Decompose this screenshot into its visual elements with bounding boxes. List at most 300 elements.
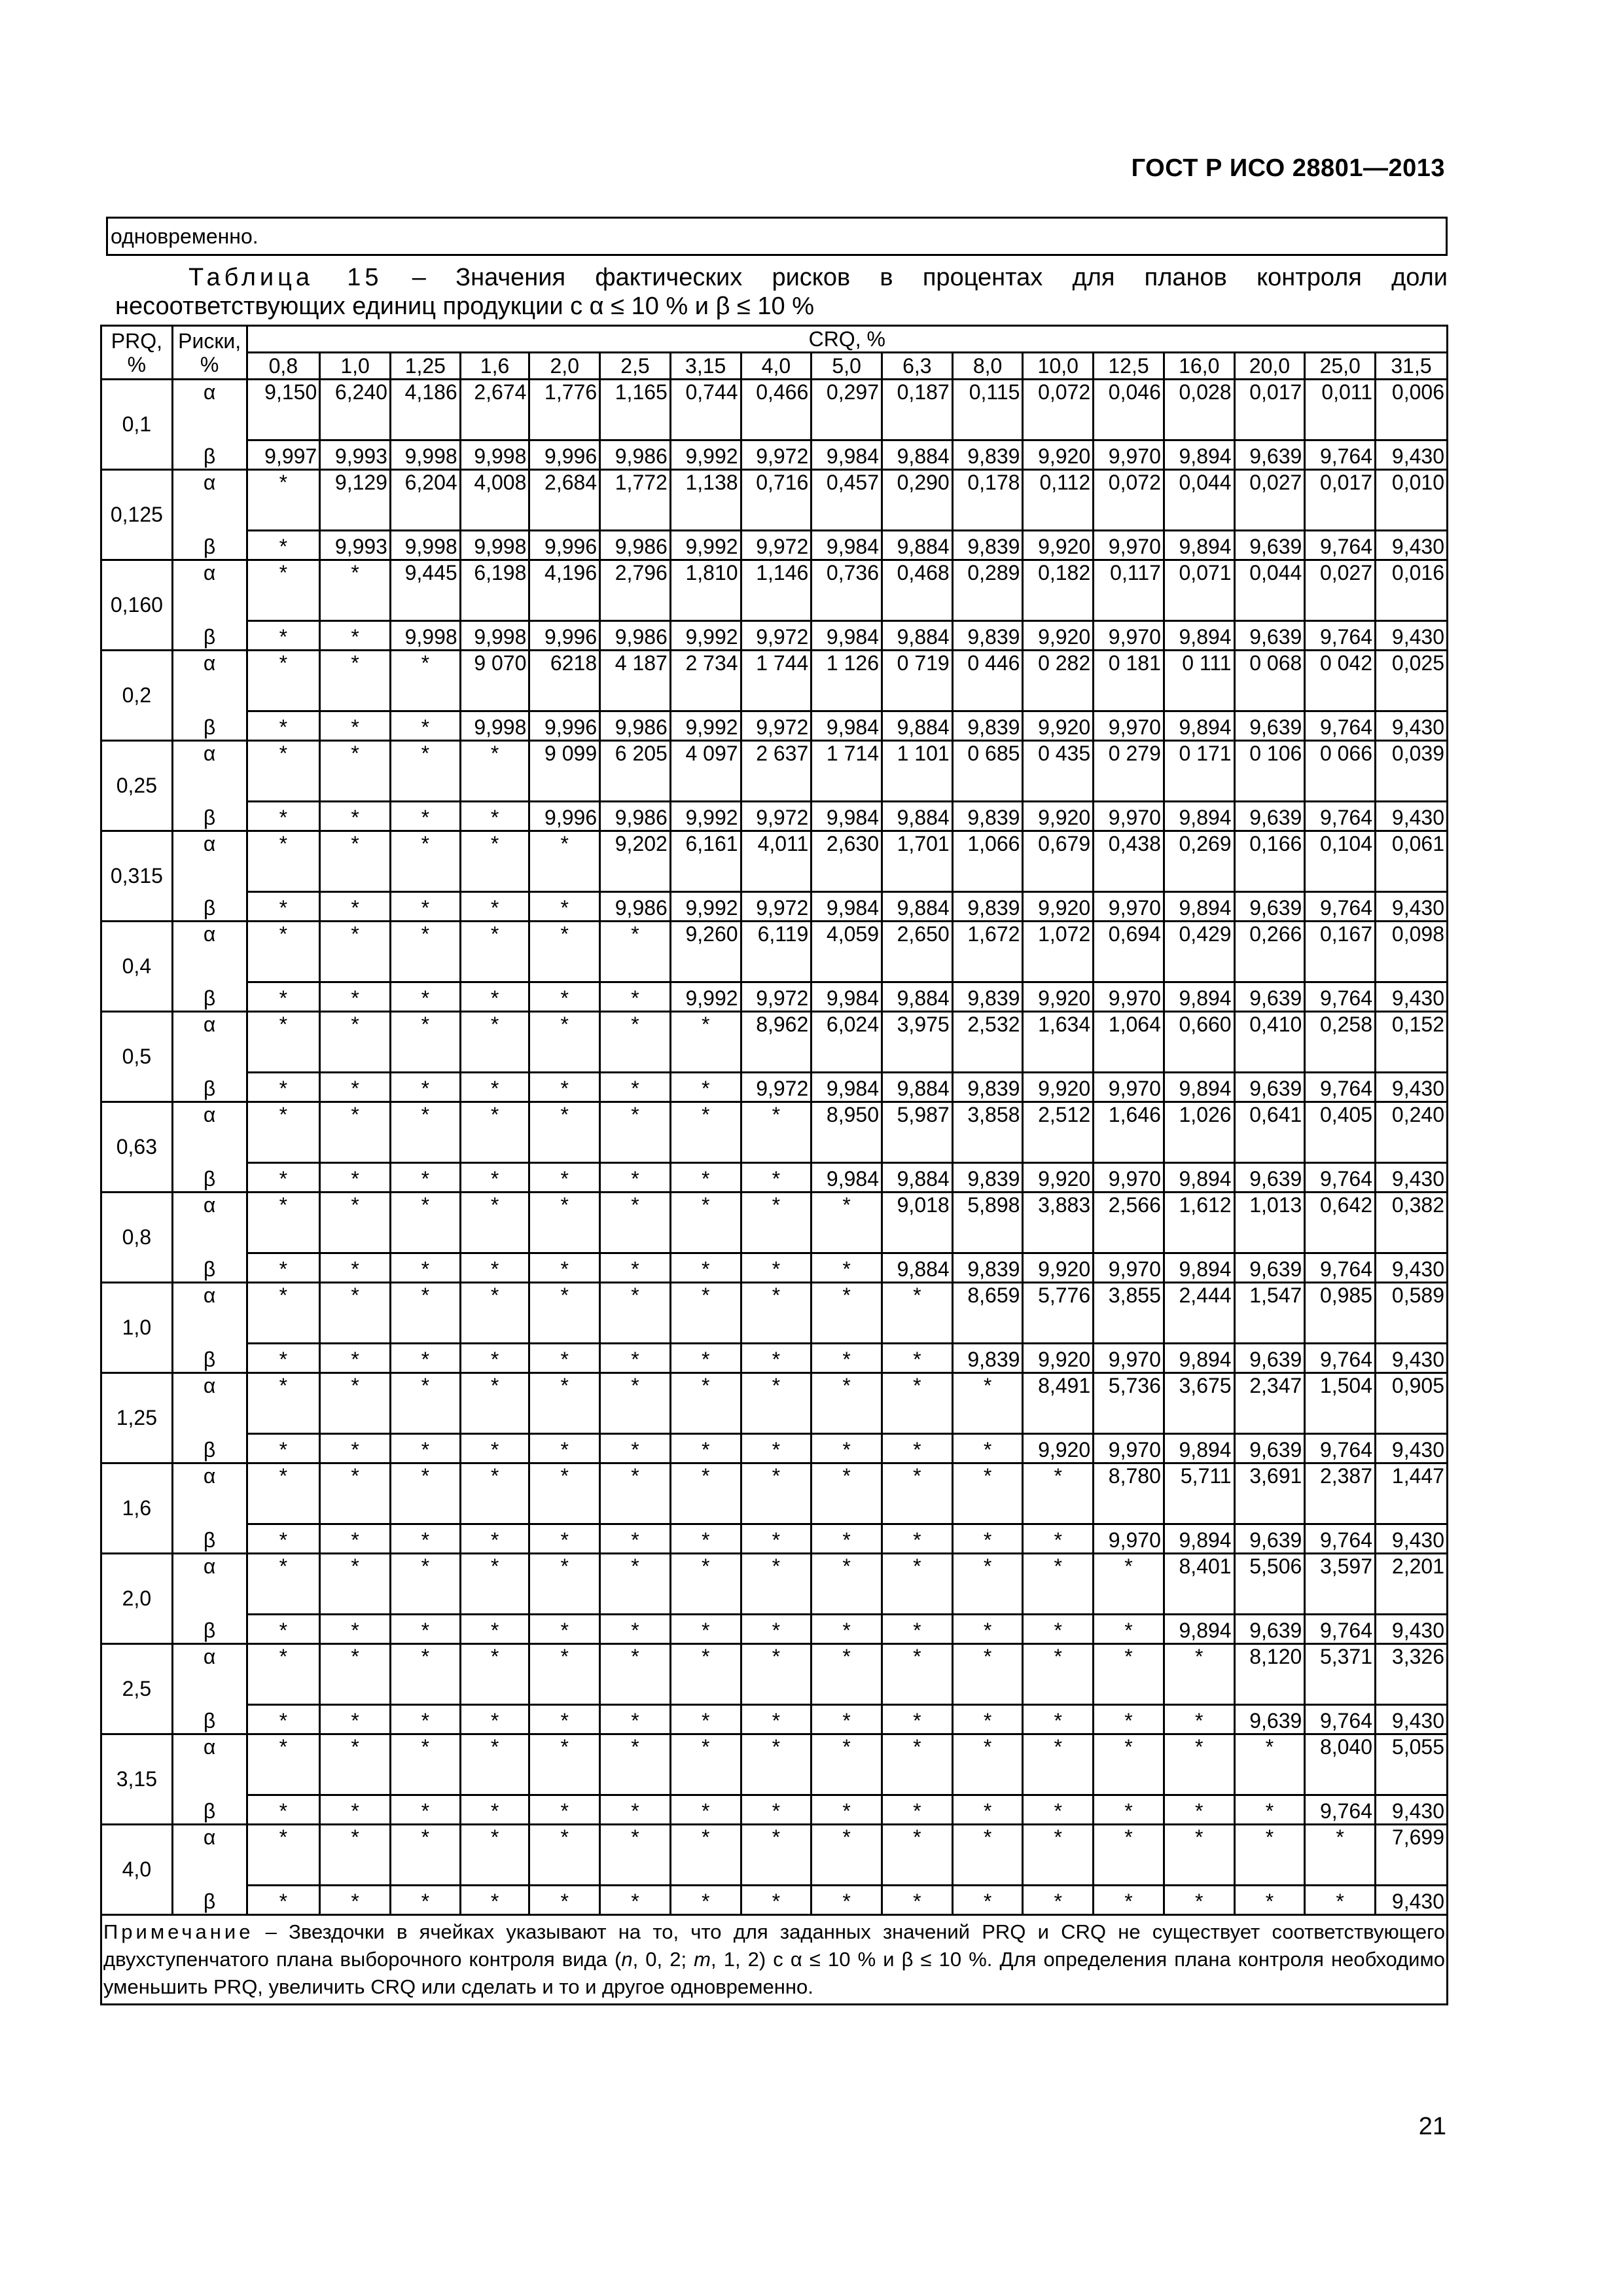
prq-value-cell: 0,1 — [101, 380, 173, 470]
beta-value-cell: 9,920 — [1023, 982, 1094, 1012]
beta-value-cell: 9,639 — [1234, 1163, 1305, 1193]
no-plan-star-cell: * — [670, 1524, 741, 1554]
alpha-value-cell: 9,445 — [390, 560, 460, 621]
alpha-value-cell: 0,117 — [1094, 560, 1164, 621]
no-plan-star-cell: * — [390, 1554, 460, 1615]
no-plan-star-cell: * — [882, 1825, 952, 1886]
beta-label-cell: β — [172, 1344, 247, 1373]
alpha-value-cell: 5,371 — [1305, 1644, 1376, 1705]
no-plan-star-cell: * — [460, 1073, 529, 1102]
beta-value-cell: 9,920 — [1023, 440, 1094, 470]
crq-header-cell: 31,5 — [1376, 353, 1448, 380]
alpha-value-cell: 2,684 — [529, 470, 600, 531]
no-plan-star-cell: * — [600, 1193, 671, 1253]
no-plan-star-cell: * — [247, 1193, 320, 1253]
no-plan-star-cell: * — [741, 1795, 812, 1825]
alpha-value-cell: 2,201 — [1376, 1554, 1448, 1615]
alpha-value-cell: 1,072 — [1023, 922, 1094, 982]
beta-value-cell: 9,997 — [247, 440, 320, 470]
beta-value-cell: 9,972 — [741, 440, 812, 470]
beta-value-cell: 9,894 — [1164, 892, 1234, 922]
no-plan-star-cell: * — [741, 1886, 812, 1915]
beta-value-cell: 9,992 — [670, 711, 741, 741]
alpha-label-cell: α — [172, 651, 247, 711]
beta-value-cell: 9,839 — [952, 1073, 1023, 1102]
no-plan-star-cell: * — [390, 831, 460, 892]
beta-value-cell: 9,884 — [882, 1163, 952, 1193]
beta-value-cell: 9,986 — [600, 892, 671, 922]
no-plan-star-cell: * — [741, 1705, 812, 1734]
no-plan-star-cell: * — [320, 1012, 391, 1073]
crq-header-cell: 1,6 — [460, 353, 529, 380]
beta-value-cell: 9,639 — [1234, 621, 1305, 651]
alpha-value-cell: 0 106 — [1234, 741, 1305, 802]
beta-label-cell: β — [172, 1253, 247, 1283]
beta-value-cell: 9,972 — [741, 531, 812, 560]
table-caption-label: Таблица 15 — [188, 264, 383, 291]
alpha-value-cell: 0,072 — [1023, 380, 1094, 440]
no-plan-star-cell: * — [812, 1886, 882, 1915]
no-plan-star-cell: * — [1305, 1825, 1376, 1886]
no-plan-star-cell: * — [460, 1734, 529, 1795]
beta-label-cell: β — [172, 440, 247, 470]
no-plan-star-cell: * — [247, 1615, 320, 1644]
beta-value-cell: 9,970 — [1094, 711, 1164, 741]
alpha-value-cell: 9,260 — [670, 922, 741, 982]
no-plan-star-cell: * — [1094, 1825, 1164, 1886]
alpha-value-cell: 8,962 — [741, 1012, 812, 1073]
crq-header-cell: 3,15 — [670, 353, 741, 380]
no-plan-star-cell: * — [1023, 1795, 1094, 1825]
crq-header-cell: 2,0 — [529, 353, 600, 380]
alpha-value-cell: 8,401 — [1164, 1554, 1234, 1615]
beta-value-cell: 9,430 — [1376, 621, 1448, 651]
no-plan-star-cell: * — [600, 1886, 671, 1915]
no-plan-star-cell: * — [247, 982, 320, 1012]
no-plan-star-cell: * — [1023, 1463, 1094, 1524]
beta-value-cell: 9,764 — [1305, 1434, 1376, 1463]
alpha-value-cell: 1,772 — [600, 470, 671, 531]
beta-value-cell: 9,639 — [1234, 892, 1305, 922]
alpha-value-cell: 8,040 — [1305, 1734, 1376, 1795]
no-plan-star-cell: * — [1094, 1734, 1164, 1795]
beta-value-cell: 9,984 — [812, 892, 882, 922]
no-plan-star-cell: * — [390, 1193, 460, 1253]
alpha-value-cell: 5,898 — [952, 1193, 1023, 1253]
beta-value-cell: 9,894 — [1164, 802, 1234, 831]
footnote-text-part: , 0, 2; — [632, 1948, 694, 1971]
prq-value-cell: 0,25 — [101, 741, 173, 831]
no-plan-star-cell: * — [952, 1734, 1023, 1795]
no-plan-star-cell: * — [812, 1434, 882, 1463]
alpha-value-cell: 0,289 — [952, 560, 1023, 621]
alpha-value-cell: 0,736 — [812, 560, 882, 621]
beta-value-cell: 9,430 — [1376, 1073, 1448, 1102]
beta-value-cell: 9,764 — [1305, 1615, 1376, 1644]
alpha-value-cell: 0,744 — [670, 380, 741, 440]
alpha-value-cell: 9,129 — [320, 470, 391, 531]
beta-risk-row — [101, 1615, 1448, 1644]
no-plan-star-cell: * — [320, 1163, 391, 1193]
footnote-text-part: – Звездочки в ячейках указывают на то, что для заданных значений PRQ и CRQ не существует соответствующего двухступенчатого плана выборочного контроля вида ( — [103, 1920, 1445, 1971]
no-plan-star-cell: * — [882, 1644, 952, 1705]
no-plan-star-cell: * — [882, 1554, 952, 1615]
no-plan-star-cell: * — [741, 1644, 812, 1705]
beta-risk-row — [101, 1163, 1448, 1193]
no-plan-star-cell: * — [460, 1373, 529, 1434]
alpha-risk-row — [101, 1644, 1448, 1705]
alpha-risk-row — [101, 1283, 1448, 1344]
alpha-value-cell: 8,659 — [952, 1283, 1023, 1344]
alpha-value-cell: 5,776 — [1023, 1283, 1094, 1344]
beta-value-cell: 9,639 — [1234, 531, 1305, 560]
alpha-value-cell: 0,589 — [1376, 1283, 1448, 1344]
no-plan-star-cell: * — [390, 1344, 460, 1373]
alpha-value-cell: 1,672 — [952, 922, 1023, 982]
alpha-value-cell: 0,457 — [812, 470, 882, 531]
no-plan-star-cell: * — [670, 1102, 741, 1163]
alpha-value-cell: 4 187 — [600, 651, 671, 711]
no-plan-star-cell: * — [320, 1795, 391, 1825]
beta-value-cell: 9,639 — [1234, 1524, 1305, 1554]
alpha-value-cell: 0 435 — [1023, 741, 1094, 802]
alpha-label-cell: α — [172, 560, 247, 621]
alpha-value-cell: 0,266 — [1234, 922, 1305, 982]
alpha-value-cell: 6,161 — [670, 831, 741, 892]
alpha-value-cell: 2,566 — [1094, 1193, 1164, 1253]
alpha-risk-row — [101, 380, 1448, 440]
no-plan-star-cell: * — [529, 1524, 600, 1554]
alpha-label-cell: α — [172, 831, 247, 892]
no-plan-star-cell: * — [247, 1825, 320, 1886]
no-plan-star-cell: * — [741, 1825, 812, 1886]
alpha-value-cell: 0 042 — [1305, 651, 1376, 711]
beta-value-cell: 9,970 — [1094, 531, 1164, 560]
no-plan-star-cell: * — [247, 831, 320, 892]
continued-note-box: одновременно. — [106, 217, 1448, 256]
beta-value-cell: 9,972 — [741, 621, 812, 651]
beta-label-cell: β — [172, 802, 247, 831]
alpha-value-cell: 0,410 — [1234, 1012, 1305, 1073]
alpha-value-cell: 1,504 — [1305, 1373, 1376, 1434]
no-plan-star-cell: * — [460, 1825, 529, 1886]
alpha-value-cell: 0,269 — [1164, 831, 1234, 892]
document-code-header: ГОСТ Р ИСО 28801—2013 — [1131, 154, 1445, 182]
table-caption-title-line2: несоответствующих единиц продукции с α ≤ 10 % и β ≤ 10 % — [115, 293, 815, 320]
no-plan-star-cell: * — [460, 1344, 529, 1373]
alpha-value-cell: 0,258 — [1305, 1012, 1376, 1073]
no-plan-star-cell: * — [741, 1102, 812, 1163]
beta-value-cell: 9,984 — [812, 531, 882, 560]
no-plan-star-cell: * — [460, 1283, 529, 1344]
alpha-value-cell: 0,071 — [1164, 560, 1234, 621]
no-plan-star-cell: * — [529, 831, 600, 892]
no-plan-star-cell: * — [812, 1615, 882, 1644]
prq-value-cell: 0,2 — [101, 651, 173, 741]
no-plan-star-cell: * — [600, 1554, 671, 1615]
alpha-value-cell: 4,008 — [460, 470, 529, 531]
no-plan-star-cell: * — [247, 470, 320, 531]
no-plan-star-cell: * — [882, 1795, 952, 1825]
alpha-value-cell: 4,186 — [390, 380, 460, 440]
no-plan-star-cell: * — [390, 1253, 460, 1283]
prq-value-cell: 0,4 — [101, 922, 173, 1012]
beta-value-cell: 9,839 — [952, 621, 1023, 651]
no-plan-star-cell: * — [1094, 1886, 1164, 1915]
no-plan-star-cell: * — [1164, 1795, 1234, 1825]
no-plan-star-cell: * — [320, 802, 391, 831]
alpha-value-cell: 1,547 — [1234, 1283, 1305, 1344]
no-plan-star-cell: * — [460, 1554, 529, 1615]
beta-value-cell: 9,764 — [1305, 1163, 1376, 1193]
beta-value-cell: 9,764 — [1305, 531, 1376, 560]
beta-value-cell: 9,764 — [1305, 982, 1376, 1012]
risk-values-table — [100, 325, 1448, 2005]
beta-risk-row — [101, 1524, 1448, 1554]
alpha-risk-row — [101, 1193, 1448, 1253]
prq-value-cell: 1,25 — [101, 1373, 173, 1463]
no-plan-star-cell: * — [741, 1615, 812, 1644]
beta-value-cell: 9,884 — [882, 1073, 952, 1102]
no-plan-star-cell: * — [247, 1434, 320, 1463]
no-plan-star-cell: * — [320, 1253, 391, 1283]
alpha-value-cell: 3,675 — [1164, 1373, 1234, 1434]
alpha-value-cell: 2,650 — [882, 922, 952, 982]
beta-value-cell: 9,970 — [1094, 440, 1164, 470]
beta-value-cell: 9,920 — [1023, 1163, 1094, 1193]
no-plan-star-cell: * — [247, 621, 320, 651]
beta-value-cell: 9,639 — [1234, 1073, 1305, 1102]
crq-header-cell: 0,8 — [247, 353, 320, 380]
beta-value-cell: 9,998 — [460, 440, 529, 470]
footnote-text-part: , 1, 2) с α ≤ 10 % и β ≤ 10 %. Для определения плана контроля необходимо уменьшить PRQ, увеличить CRQ или сделать и то и другое одновременно. — [103, 1948, 1445, 1998]
prq-value-cell: 0,125 — [101, 470, 173, 560]
no-plan-star-cell: * — [320, 892, 391, 922]
crq-header-cell: 1,25 — [390, 353, 460, 380]
no-plan-star-cell: * — [741, 1193, 812, 1253]
beta-value-cell: 9,430 — [1376, 1705, 1448, 1734]
beta-value-cell: 9,430 — [1376, 1524, 1448, 1554]
no-plan-star-cell: * — [529, 1554, 600, 1615]
beta-value-cell: 9,884 — [882, 1253, 952, 1283]
beta-value-cell: 9,430 — [1376, 892, 1448, 922]
no-plan-star-cell: * — [670, 1344, 741, 1373]
alpha-value-cell: 2,796 — [600, 560, 671, 621]
alpha-value-cell: 0,046 — [1094, 380, 1164, 440]
alpha-value-cell: 0 171 — [1164, 741, 1234, 802]
alpha-value-cell: 0,182 — [1023, 560, 1094, 621]
beta-value-cell: 9,920 — [1023, 711, 1094, 741]
alpha-value-cell: 6,024 — [812, 1012, 882, 1073]
no-plan-star-cell: * — [390, 651, 460, 711]
beta-value-cell: 9,986 — [600, 711, 671, 741]
beta-value-cell: 9,430 — [1376, 440, 1448, 470]
no-plan-star-cell: * — [390, 1102, 460, 1163]
alpha-value-cell: 3,883 — [1023, 1193, 1094, 1253]
beta-value-cell: 9,884 — [882, 892, 952, 922]
no-plan-star-cell: * — [390, 1734, 460, 1795]
alpha-label-cell: α — [172, 380, 247, 440]
alpha-value-cell: 0 279 — [1094, 741, 1164, 802]
beta-value-cell: 9,884 — [882, 802, 952, 831]
alpha-value-cell: 0,382 — [1376, 1193, 1448, 1253]
no-plan-star-cell: * — [600, 1283, 671, 1344]
alpha-value-cell: 0,016 — [1376, 560, 1448, 621]
beta-value-cell: 9,972 — [741, 892, 812, 922]
no-plan-star-cell: * — [390, 1283, 460, 1344]
no-plan-star-cell: * — [247, 1705, 320, 1734]
beta-value-cell: 9,993 — [320, 531, 391, 560]
beta-label-cell: β — [172, 1795, 247, 1825]
no-plan-star-cell: * — [247, 922, 320, 982]
no-plan-star-cell: * — [320, 1434, 391, 1463]
alpha-value-cell: 0,028 — [1164, 380, 1234, 440]
table-caption — [115, 263, 1448, 321]
no-plan-star-cell: * — [390, 1825, 460, 1886]
no-plan-star-cell: * — [247, 802, 320, 831]
alpha-value-cell: 2,444 — [1164, 1283, 1234, 1344]
no-plan-star-cell: * — [320, 1825, 391, 1886]
alpha-value-cell: 0,468 — [882, 560, 952, 621]
no-plan-star-cell: * — [670, 1886, 741, 1915]
beta-value-cell: 9,639 — [1234, 1344, 1305, 1373]
no-plan-star-cell: * — [247, 1463, 320, 1524]
no-plan-star-cell: * — [600, 1253, 671, 1283]
alpha-risk-row — [101, 470, 1448, 531]
no-plan-star-cell: * — [320, 1524, 391, 1554]
beta-value-cell: 9,839 — [952, 440, 1023, 470]
no-plan-star-cell: * — [320, 1073, 391, 1102]
no-plan-star-cell: * — [320, 831, 391, 892]
alpha-value-cell: 0,240 — [1376, 1102, 1448, 1163]
no-plan-star-cell: * — [529, 1615, 600, 1644]
beta-value-cell: 9,984 — [812, 711, 882, 741]
alpha-value-cell: 1,701 — [882, 831, 952, 892]
alpha-label-cell: α — [172, 1283, 247, 1344]
beta-value-cell: 9,639 — [1234, 982, 1305, 1012]
prq-value-cell: 0,315 — [101, 831, 173, 922]
no-plan-star-cell: * — [1023, 1615, 1094, 1644]
beta-value-cell: 9,764 — [1305, 1344, 1376, 1373]
alpha-value-cell: 7,699 — [1376, 1825, 1448, 1886]
beta-value-cell: 9,764 — [1305, 621, 1376, 651]
alpha-value-cell: 4,196 — [529, 560, 600, 621]
no-plan-star-cell: * — [390, 1463, 460, 1524]
beta-label-cell: β — [172, 1163, 247, 1193]
no-plan-star-cell: * — [390, 922, 460, 982]
alpha-label-cell: α — [172, 1373, 247, 1434]
beta-value-cell: 9,430 — [1376, 1253, 1448, 1283]
alpha-value-cell: 1 101 — [882, 741, 952, 802]
no-plan-star-cell: * — [741, 1554, 812, 1615]
no-plan-star-cell: * — [460, 741, 529, 802]
alpha-value-cell: 1,447 — [1376, 1463, 1448, 1524]
beta-value-cell: 9,430 — [1376, 711, 1448, 741]
no-plan-star-cell: * — [670, 1373, 741, 1434]
beta-value-cell: 9,970 — [1094, 1163, 1164, 1193]
beta-value-cell: 9,764 — [1305, 1524, 1376, 1554]
alpha-value-cell: 0,694 — [1094, 922, 1164, 982]
no-plan-star-cell: * — [952, 1524, 1023, 1554]
no-plan-star-cell: * — [247, 1554, 320, 1615]
beta-value-cell: 9,430 — [1376, 1615, 1448, 1644]
beta-value-cell: 9,639 — [1234, 711, 1305, 741]
beta-value-cell: 9,764 — [1305, 1705, 1376, 1734]
beta-value-cell: 9,993 — [320, 440, 391, 470]
alpha-value-cell: 6,198 — [460, 560, 529, 621]
beta-risk-row — [101, 621, 1448, 651]
beta-value-cell: 9,992 — [670, 621, 741, 651]
no-plan-star-cell: * — [529, 1193, 600, 1253]
no-plan-star-cell: * — [600, 922, 671, 982]
alpha-value-cell: 8,950 — [812, 1102, 882, 1163]
page-number: 21 — [1418, 2113, 1446, 2140]
no-plan-star-cell: * — [952, 1554, 1023, 1615]
alpha-value-cell: 0 066 — [1305, 741, 1376, 802]
beta-value-cell: 9,970 — [1094, 1073, 1164, 1102]
no-plan-star-cell: * — [529, 1705, 600, 1734]
beta-value-cell: 9,984 — [812, 621, 882, 651]
beta-value-cell: 9,884 — [882, 621, 952, 651]
crq-header-cell: 5,0 — [812, 353, 882, 380]
no-plan-star-cell: * — [812, 1734, 882, 1795]
beta-value-cell: 9,894 — [1164, 1524, 1234, 1554]
alpha-value-cell: 0,660 — [1164, 1012, 1234, 1073]
no-plan-star-cell: * — [812, 1825, 882, 1886]
no-plan-star-cell: * — [1164, 1644, 1234, 1705]
no-plan-star-cell: * — [460, 982, 529, 1012]
beta-risk-row — [101, 1886, 1448, 1915]
beta-value-cell: 9,984 — [812, 1073, 882, 1102]
alpha-risk-row — [101, 560, 1448, 621]
no-plan-star-cell: * — [812, 1193, 882, 1253]
beta-value-cell: 9,639 — [1234, 440, 1305, 470]
alpha-value-cell: 2,532 — [952, 1012, 1023, 1073]
footnote-var-m: m — [694, 1948, 711, 1971]
alpha-value-cell: 8,491 — [1023, 1373, 1094, 1434]
alpha-value-cell: 0,098 — [1376, 922, 1448, 982]
beta-value-cell: 9,992 — [670, 531, 741, 560]
no-plan-star-cell: * — [320, 1283, 391, 1344]
no-plan-star-cell: * — [882, 1615, 952, 1644]
no-plan-star-cell: * — [320, 1615, 391, 1644]
beta-risk-row — [101, 892, 1448, 922]
no-plan-star-cell: * — [670, 1163, 741, 1193]
no-plan-star-cell: * — [247, 1073, 320, 1102]
no-plan-star-cell: * — [320, 1344, 391, 1373]
beta-value-cell: 9,970 — [1094, 982, 1164, 1012]
alpha-risk-row — [101, 1463, 1448, 1524]
alpha-value-cell: 3,855 — [1094, 1283, 1164, 1344]
no-plan-star-cell: * — [812, 1554, 882, 1615]
alpha-value-cell: 6,204 — [390, 470, 460, 531]
no-plan-star-cell: * — [390, 802, 460, 831]
beta-value-cell: 9,970 — [1094, 892, 1164, 922]
no-plan-star-cell: * — [390, 1012, 460, 1073]
beta-value-cell: 9,920 — [1023, 531, 1094, 560]
no-plan-star-cell: * — [320, 1734, 391, 1795]
no-plan-star-cell: * — [1164, 1825, 1234, 1886]
alpha-value-cell: 1,165 — [600, 380, 671, 440]
no-plan-star-cell: * — [670, 1825, 741, 1886]
no-plan-star-cell: * — [600, 1644, 671, 1705]
beta-risk-row — [101, 1705, 1448, 1734]
alpha-value-cell: 0,072 — [1094, 470, 1164, 531]
beta-value-cell: 9,764 — [1305, 892, 1376, 922]
alpha-value-cell: 3,597 — [1305, 1554, 1376, 1615]
beta-risk-row — [101, 982, 1448, 1012]
beta-label-cell: β — [172, 531, 247, 560]
